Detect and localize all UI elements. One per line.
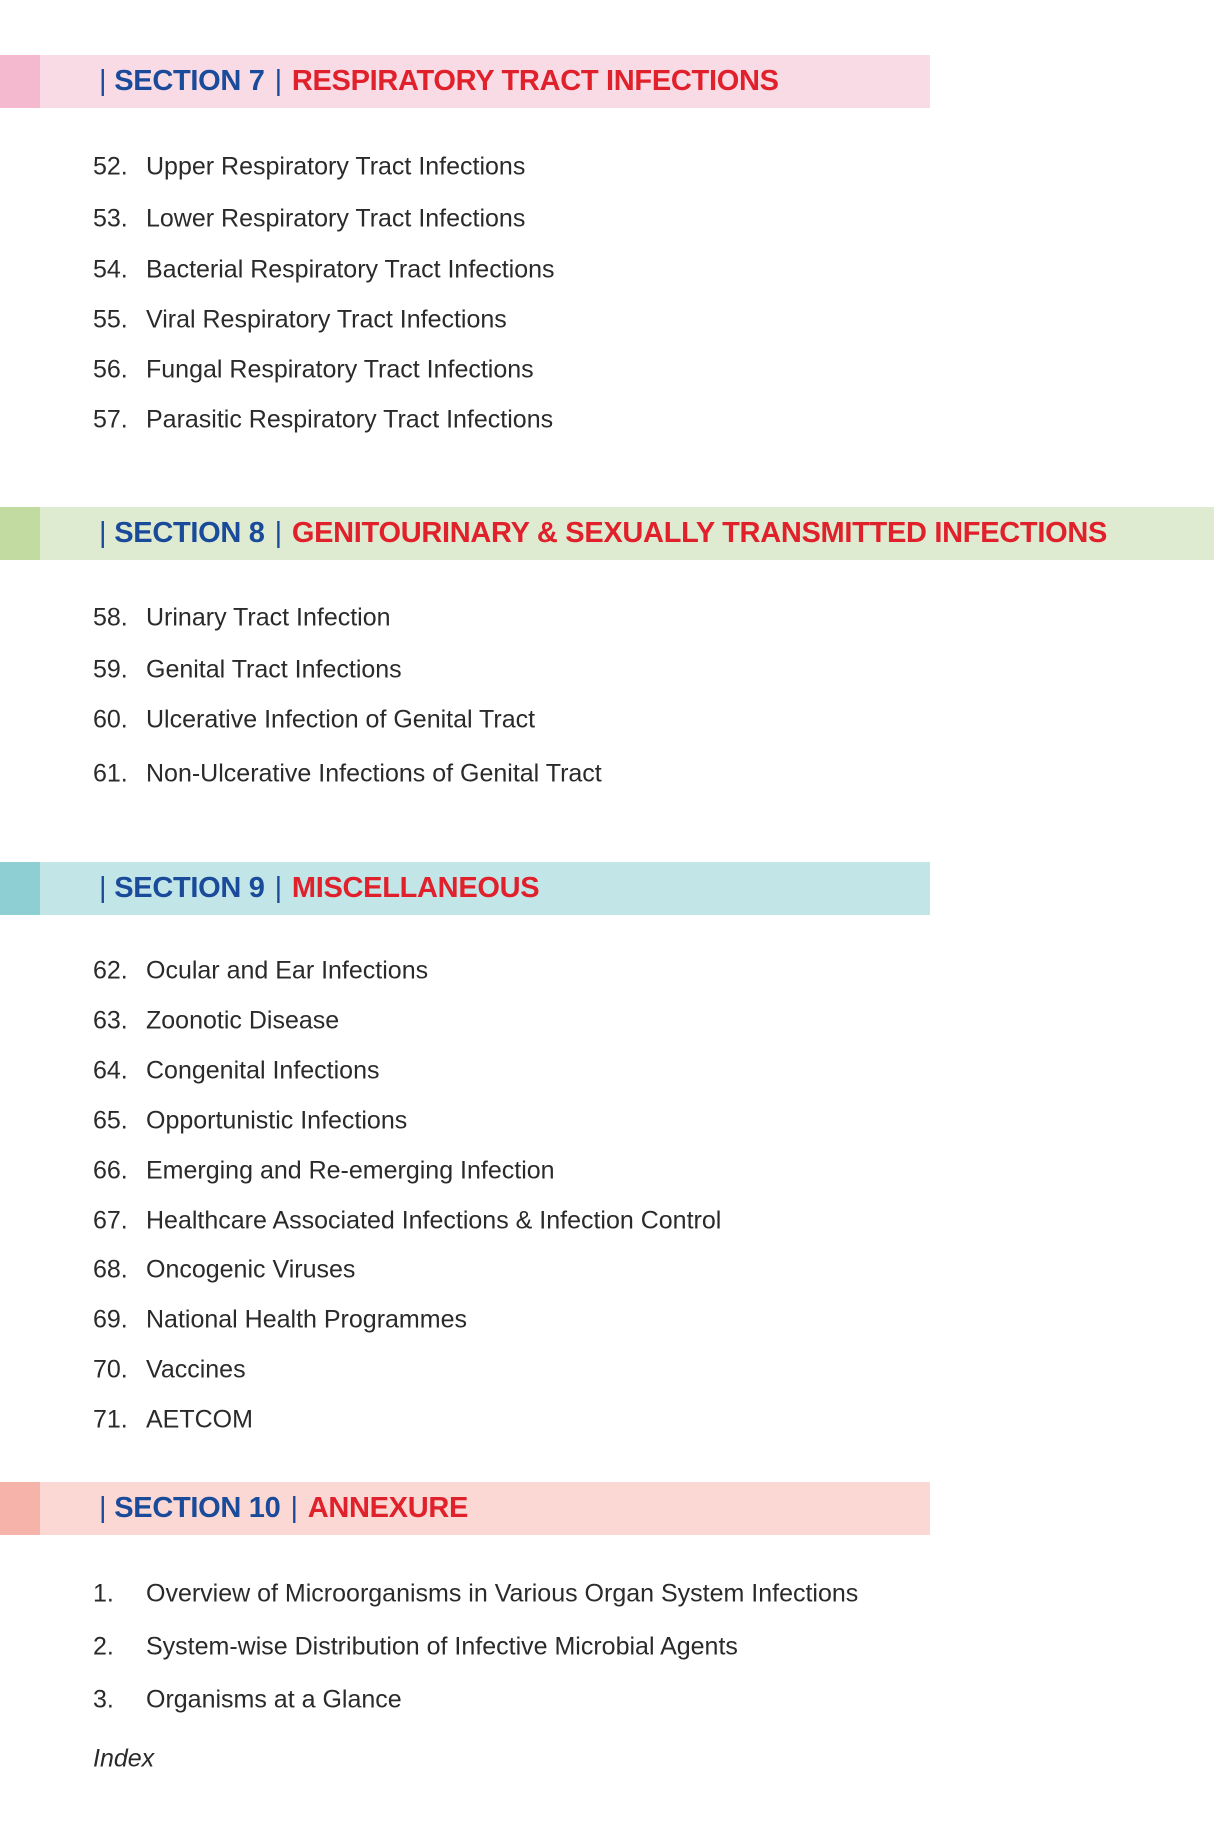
toc-entry[interactable] [93, 706, 535, 735]
index-entry[interactable]: Index [93, 1744, 155, 1773]
divider-bar: | [99, 65, 107, 97]
toc-entry[interactable] [93, 1057, 379, 1086]
toc-entry[interactable] [93, 306, 507, 335]
entry-number: 3. [93, 1685, 114, 1714]
section-title: ANNEXURE [307, 1492, 469, 1524]
section-label: SECTION 10 [114, 1492, 281, 1524]
section-accent-block [0, 507, 40, 560]
divider-bar: | [290, 1492, 298, 1524]
toc-entry[interactable] [93, 656, 402, 685]
entry-number: 1. [93, 1579, 114, 1608]
entry-number: 55. [93, 305, 128, 334]
entry-number: 68. [93, 1255, 128, 1284]
entry-title: Opportunistic Infections [146, 1106, 408, 1135]
entry-title: Urinary Tract Infection [146, 603, 391, 632]
entry-title: Genital Tract Infections [146, 655, 402, 684]
entry-number: 65. [93, 1106, 128, 1135]
section-heading [99, 507, 1107, 560]
entry-number: 60. [93, 705, 128, 734]
entry-number: 2. [93, 1632, 114, 1661]
entry-title: Zoonotic Disease [146, 1006, 340, 1035]
entry-title: Upper Respiratory Tract Infections [146, 152, 526, 181]
toc-entry[interactable] [93, 256, 555, 285]
entry-number: 70. [93, 1355, 128, 1384]
entry-title: Overview of Microorganisms in Various Organ System Infections [146, 1579, 859, 1608]
entry-title: Lower Respiratory Tract Infections [146, 204, 526, 233]
entry-title: System-wise Distribution of Infective Microbial Agents [146, 1632, 738, 1661]
divider-bar: | [274, 65, 282, 97]
entry-number: 59. [93, 655, 128, 684]
entry-title: Ocular and Ear Infections [146, 956, 429, 985]
toc-entry[interactable] [93, 1107, 407, 1136]
section-heading [99, 862, 539, 915]
section-accent-block [0, 862, 40, 915]
entry-number: 54. [93, 255, 128, 284]
section-header-10 [0, 1482, 930, 1535]
entry-title: AETCOM [146, 1405, 253, 1434]
toc-entry[interactable] [93, 406, 553, 435]
section-title: RESPIRATORY TRACT INFECTIONS [291, 65, 779, 97]
toc-entry[interactable] [93, 356, 534, 385]
section-header-9 [0, 862, 930, 915]
toc-entry[interactable] [93, 1207, 721, 1236]
section-heading [99, 55, 779, 108]
entry-number: 53. [93, 204, 128, 233]
entry-number: 61. [93, 759, 128, 788]
entry-title: Organisms at a Glance [146, 1685, 402, 1714]
toc-entry[interactable] [93, 1356, 246, 1385]
toc-entry[interactable] [93, 1007, 339, 1036]
entry-title: Non-Ulcerative Infections of Genital Tract [146, 759, 602, 788]
entry-title: Ulcerative Infection of Genital Tract [146, 705, 536, 734]
entry-number: 67. [93, 1206, 128, 1235]
divider-bar: | [99, 1492, 107, 1524]
section-header-7 [0, 55, 930, 108]
entry-number: 57. [93, 405, 128, 434]
toc-entry[interactable] [93, 1256, 355, 1285]
section-label: SECTION 8 [114, 517, 265, 549]
entry-title: Fungal Respiratory Tract Infections [146, 355, 534, 384]
section-accent-block [0, 1482, 40, 1535]
section-title: GENITOURINARY & SEXUALLY TRANSMITTED INFECTIONS [291, 517, 1108, 549]
divider-bar: | [99, 872, 107, 904]
toc-entry[interactable] [93, 1157, 555, 1186]
entry-number: 69. [93, 1305, 128, 1334]
entry-number: 56. [93, 355, 128, 384]
entry-title: Vaccines [146, 1355, 246, 1384]
toc-entry[interactable] [93, 205, 525, 234]
toc-entry[interactable] [93, 957, 428, 986]
toc-entry[interactable] [93, 760, 602, 789]
divider-bar: | [274, 517, 282, 549]
entry-title: Viral Respiratory Tract Infections [146, 305, 507, 334]
section-title: MISCELLANEOUS [291, 872, 540, 904]
section-heading [99, 1482, 468, 1535]
entry-title: Parasitic Respiratory Tract Infections [146, 405, 554, 434]
entry-number: 63. [93, 1006, 128, 1035]
section-label: SECTION 9 [114, 872, 265, 904]
toc-entry[interactable] [93, 1406, 253, 1435]
toc-entry[interactable] [93, 1686, 402, 1715]
entry-title: National Health Programmes [146, 1305, 467, 1334]
section-accent-block [0, 55, 40, 108]
toc-entry[interactable] [93, 1580, 858, 1609]
entry-title: Bacterial Respiratory Tract Infections [146, 255, 555, 284]
toc-entry[interactable] [93, 153, 525, 182]
toc-entry[interactable] [93, 1306, 467, 1335]
entry-title: Oncogenic Viruses [146, 1255, 356, 1284]
toc-entry[interactable] [93, 1633, 738, 1662]
section-label: SECTION 7 [114, 65, 265, 97]
entry-title: Congenital Infections [146, 1056, 380, 1085]
entry-number: 64. [93, 1056, 128, 1085]
divider-bar: | [274, 872, 282, 904]
section-header-8 [0, 507, 1214, 560]
entry-number: 62. [93, 956, 128, 985]
entry-number: 52. [93, 152, 128, 181]
divider-bar: | [99, 517, 107, 549]
entry-number: 71. [93, 1405, 128, 1434]
entry-title: Healthcare Associated Infections & Infection Control [146, 1206, 722, 1235]
entry-number: 66. [93, 1156, 128, 1185]
entry-number: 58. [93, 603, 128, 632]
entry-title: Emerging and Re-emerging Infection [146, 1156, 555, 1185]
toc-entry[interactable] [93, 604, 391, 633]
